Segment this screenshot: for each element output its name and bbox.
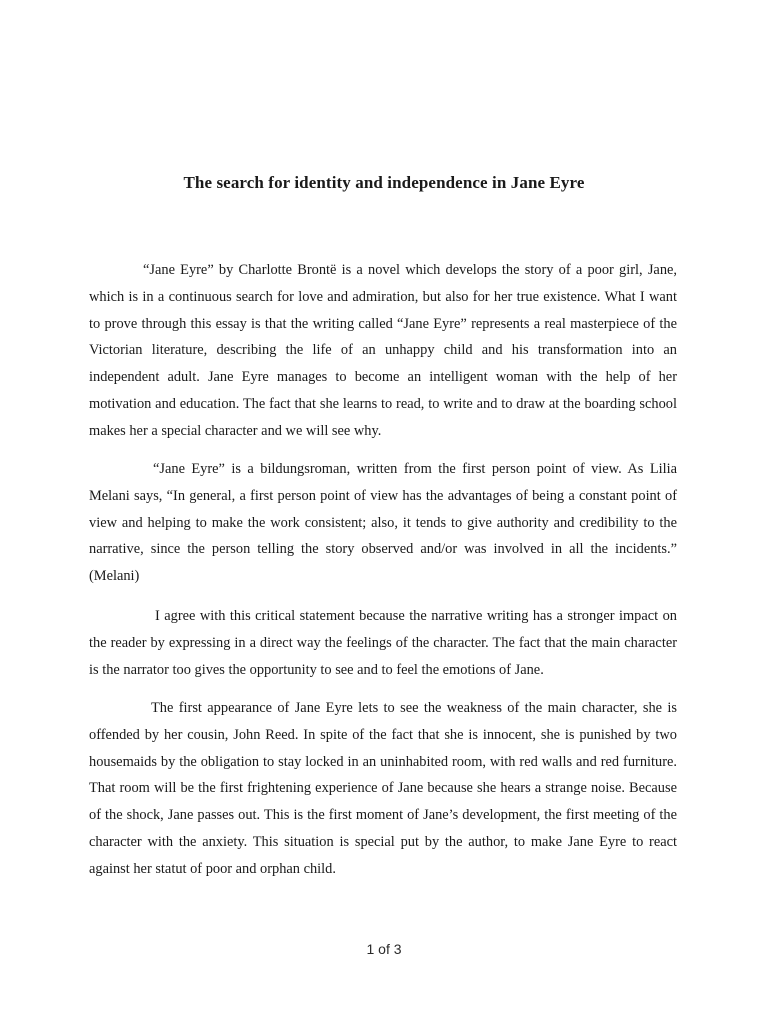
- paragraph-1: “Jane Eyre” by Charlotte Brontë is a novel which develops the story of a poor girl, Jane, which is in a continuous search for love and admiration, but also for her true existence. What I want to prove through this essay is that the writing called “Jane Eyre” represents a real masterpiece of the Victorian literature, describing the life of an unhappy child and his transformation into an independent adult. Jane Eyre manages to become an intelligent woman with the help of her motivation and education. The fact that she learns to read, to write and to draw at the boarding school makes her a special character and we will see why.: [89, 262, 677, 439]
- paragraph-3: I agree with this critical statement because the narrative writing has a stronger impact on the reader by expressing in a direct way the feelings of the character. The fact that the main character is the narrator too gives the opportunity to see and to feel the emotions of Jane.: [89, 608, 677, 678]
- paragraph-2: “Jane Eyre” is a bildungsroman, written from the first person point of view. As Lilia Melani says, “In general, a first person point of view has the advantages of being a constant point of view and helping to make the work consistent; also, it tends to give authority and credibility to the narrative, since the person telling the story observed and/or was involved in all the incidents.” (Melani): [89, 461, 677, 585]
- paragraph-4: The first appearance of Jane Eyre lets to see the weakness of the main character, she is offended by her cousin, John Reed. In spite of the fact that she is innocent, she is punished by two housemaids by the obligation to stay locked in an uninhabited room, with red walls and red furniture. That room will be the first frightening experience of Jane because she hears a strange noise. Because of the shock, Jane passes out. This is the first moment of Jane’s development, the first meeting of the character with the anxiety. This situation is special put by the author, to make Jane Eyre to react against her statut of poor and orphan child.: [89, 700, 677, 877]
- document-title: The search for identity and independence in Jane Eyre: [183, 173, 585, 192]
- page-indicator: 1 of 3: [366, 941, 402, 957]
